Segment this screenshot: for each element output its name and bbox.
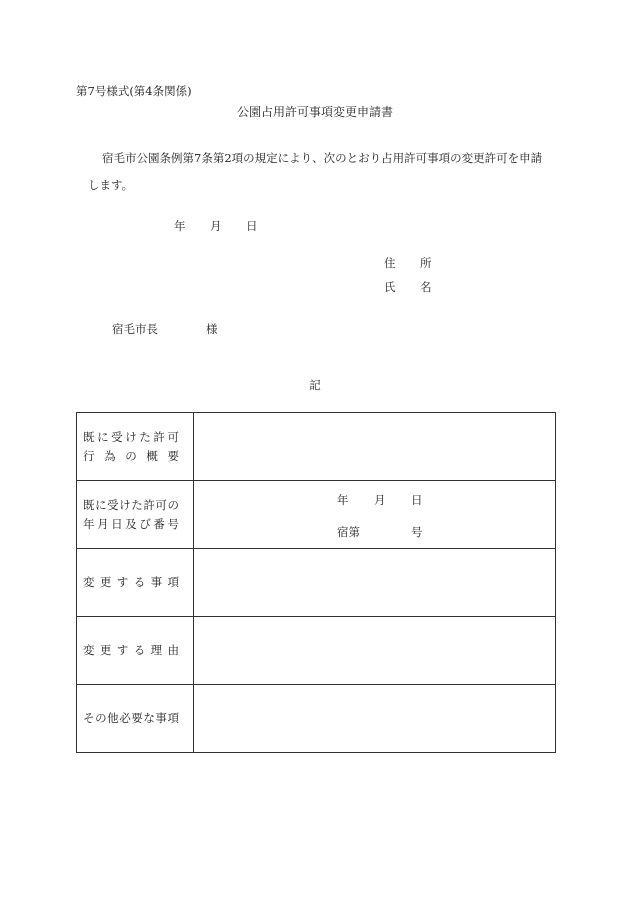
recipient (112, 321, 218, 337)
change-reason-field[interactable] (194, 617, 556, 685)
applicant-name (384, 279, 456, 295)
row-label (77, 685, 194, 753)
details-table (76, 412, 556, 753)
table-row (77, 413, 556, 481)
change-items-field[interactable] (194, 549, 556, 617)
name-label-char-1: 氏 (384, 280, 396, 294)
date-day-label: 日 (246, 219, 258, 233)
previous-permit-summary-field[interactable] (194, 413, 556, 481)
table-row (77, 685, 556, 753)
other-items-field[interactable] (194, 685, 556, 753)
note-heading: 記 (309, 378, 321, 392)
row-label (77, 481, 194, 549)
table-row (77, 617, 556, 685)
row-label-line-1: 既に受けた許可 (83, 429, 179, 444)
name-label-char-2: 名 (420, 280, 432, 294)
table-row (77, 549, 556, 617)
permit-number (337, 524, 423, 540)
row-label-line-2: 年月日及び番号 (83, 516, 179, 531)
recipient-honorific: 様 (206, 322, 218, 336)
address-label-char-2: 所 (420, 256, 432, 270)
address-label-char-1: 住 (384, 256, 396, 270)
table-row (77, 481, 556, 549)
row-label (77, 617, 194, 685)
row-label-text: 変更する事項 (83, 575, 179, 589)
application-date (174, 218, 258, 234)
date-year-label: 年 (174, 219, 186, 233)
permit-date (337, 492, 423, 508)
date-month-label: 月 (210, 219, 222, 233)
permit-date-year: 年 (337, 493, 349, 507)
permit-number-prefix: 宿第 (337, 525, 360, 539)
row-label-text: その他必要な事項 (83, 711, 179, 725)
recipient-mayor: 宿毛市長 (112, 322, 158, 336)
previous-permit-date-number-field[interactable] (194, 481, 556, 549)
row-label (77, 549, 194, 617)
row-label-line-2: 行為の概要 (83, 448, 179, 463)
body-text-line-1: 宿毛市公園条例第7条第2項の規定により、次のとおり占用許可事項の変更許可を申請 (102, 151, 543, 165)
row-label-line-1: 既に受けた許可の (83, 497, 179, 512)
permit-number-suffix: 号 (411, 525, 423, 539)
row-label-text: 変更する理由 (83, 643, 179, 657)
row-label (77, 413, 194, 481)
body-text-line-2: します。 (88, 178, 134, 192)
form-number-label: 第7号様式(第4条関係) (76, 84, 192, 98)
permit-date-day: 日 (411, 493, 423, 507)
permit-date-month: 月 (374, 493, 386, 507)
applicant-address (384, 255, 456, 271)
document-title: 公園占用許可事項変更申請書 (236, 105, 393, 119)
